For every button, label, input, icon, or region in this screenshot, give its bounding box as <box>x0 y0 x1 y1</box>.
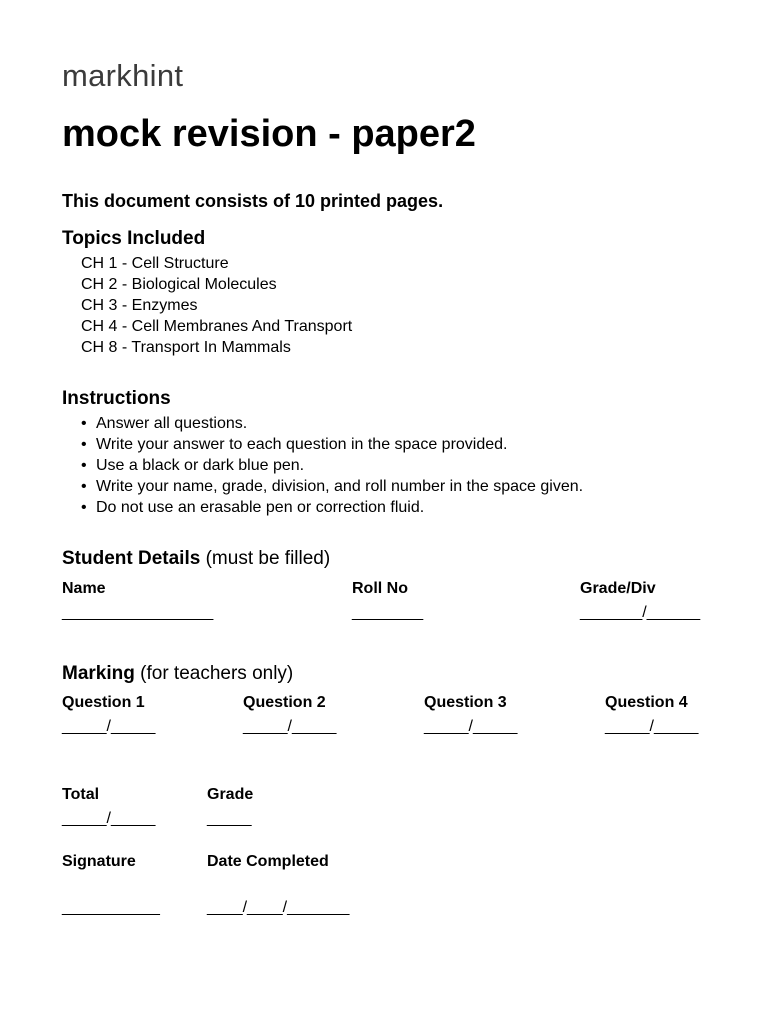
question-3-label: Question 3 <box>424 694 507 711</box>
grade-field[interactable]: _____ <box>207 810 252 827</box>
topics-heading: Topics Included <box>62 228 206 249</box>
instruction-item: • Answer all questions. <box>81 413 583 434</box>
date-completed-field[interactable]: ____/____/_______ <box>207 899 350 916</box>
instructions-heading: Instructions <box>62 388 171 409</box>
date-completed-label: Date Completed <box>207 853 329 870</box>
student-details-title: Student Details <box>62 548 201 569</box>
instruction-item: • Do not use an erasable pen or correction fluid. <box>81 497 583 518</box>
total-label: Total <box>62 786 100 803</box>
topic-item: CH 4 - Cell Membranes And Transport <box>81 318 353 335</box>
marking-note: (for teachers only) <box>140 663 294 684</box>
name-label: Name <box>62 580 106 597</box>
question-1-score-field[interactable]: _____/_____ <box>62 718 156 735</box>
question-3-score-field[interactable]: _____/_____ <box>424 718 518 735</box>
topic-item: CH 3 - Enzymes <box>81 297 198 314</box>
question-2-label: Question 2 <box>243 694 326 711</box>
grade-div-label: Grade/Div <box>580 580 656 597</box>
question-4-label: Question 4 <box>605 694 688 711</box>
question-2-score-field[interactable]: _____/_____ <box>243 718 337 735</box>
instruction-item: • Write your answer to each question in the space provided. <box>81 434 583 455</box>
name-field[interactable]: _________________ <box>62 604 214 621</box>
instructions-list <box>81 413 583 518</box>
signature-field[interactable]: ___________ <box>62 899 160 916</box>
signature-label: Signature <box>62 853 136 870</box>
topic-item: CH 2 - Biological Molecules <box>81 276 277 293</box>
topic-item: CH 1 - Cell Structure <box>81 255 229 272</box>
student-details-note: (must be filled) <box>205 548 331 569</box>
topic-item: CH 8 - Transport In Mammals <box>81 339 291 356</box>
page-count-text: This document consists of 10 printed pages. <box>62 191 444 211</box>
grade-label: Grade <box>207 786 254 803</box>
page-title: mock revision - paper2 <box>62 113 476 155</box>
marking-title: Marking <box>62 663 135 684</box>
question-4-score-field[interactable]: _____/_____ <box>605 718 699 735</box>
marking-heading <box>62 663 293 685</box>
grade-div-field[interactable]: _______/______ <box>580 604 701 621</box>
total-score-field[interactable]: _____/_____ <box>62 810 156 827</box>
instruction-item: • Use a black or dark blue pen. <box>81 455 583 476</box>
student-details-heading <box>62 548 330 570</box>
markhint-logo: markhint <box>62 58 184 93</box>
question-1-label: Question 1 <box>62 694 145 711</box>
topics-list <box>81 253 352 358</box>
roll-no-label: Roll No <box>352 580 408 597</box>
roll-no-field[interactable]: ________ <box>352 604 424 621</box>
instruction-item: • Write your name, grade, division, and roll number in the space given. <box>81 476 583 497</box>
